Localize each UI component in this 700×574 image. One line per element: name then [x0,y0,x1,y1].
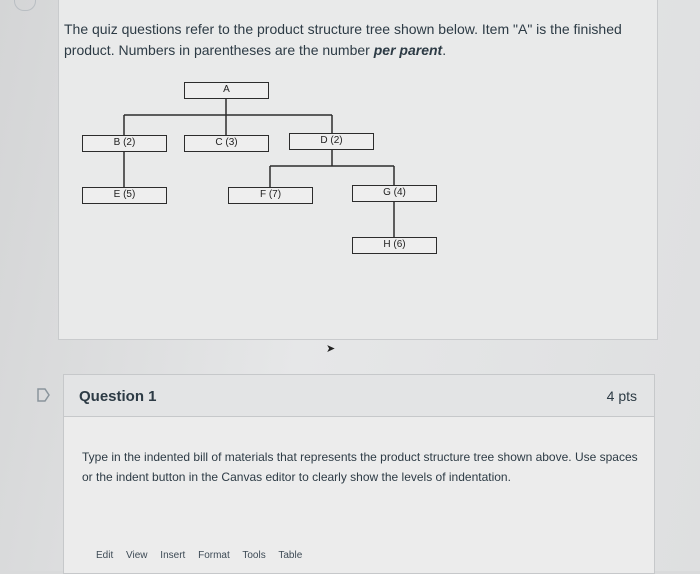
tree-node-c: C (3) [184,135,269,152]
question-header [64,375,654,417]
stimulus-text: The quiz questions refer to the product structure tree shown below. Item "A" is the finished product. Numbers in parentheses are the number per parent. [64,21,622,58]
menu-table[interactable]: Table [278,550,303,561]
menu-view[interactable]: View [126,550,148,561]
tree-node-f: F (7) [228,187,313,204]
menu-edit[interactable]: Edit [96,550,114,561]
menu-insert[interactable]: Insert [160,550,186,561]
question-title: Question 1 [79,388,157,405]
flag-question-icon[interactable] [36,388,50,402]
mouse-cursor-icon: ➤ [326,343,336,355]
tree-node-b: B (2) [82,135,167,152]
tree-node-a: A [184,82,269,99]
tree-node-h: H (6) [352,237,437,254]
question-card [63,374,655,574]
tree-node-d: D (2) [289,133,374,150]
tree-node-e: E (5) [82,187,167,204]
question-text: Type in the indented bill of materials that represents the product structure tree shown above. Use spaces or the indent button in the Canvas editor to clearly show the levels of indentation. [82,450,638,484]
tree-node-g: G (4) [352,185,437,202]
menu-format[interactable]: Format [198,550,230,561]
question-points: 4 pts [606,388,637,404]
rich-editor-menubar [96,550,312,561]
menu-tools[interactable]: Tools [242,550,266,561]
